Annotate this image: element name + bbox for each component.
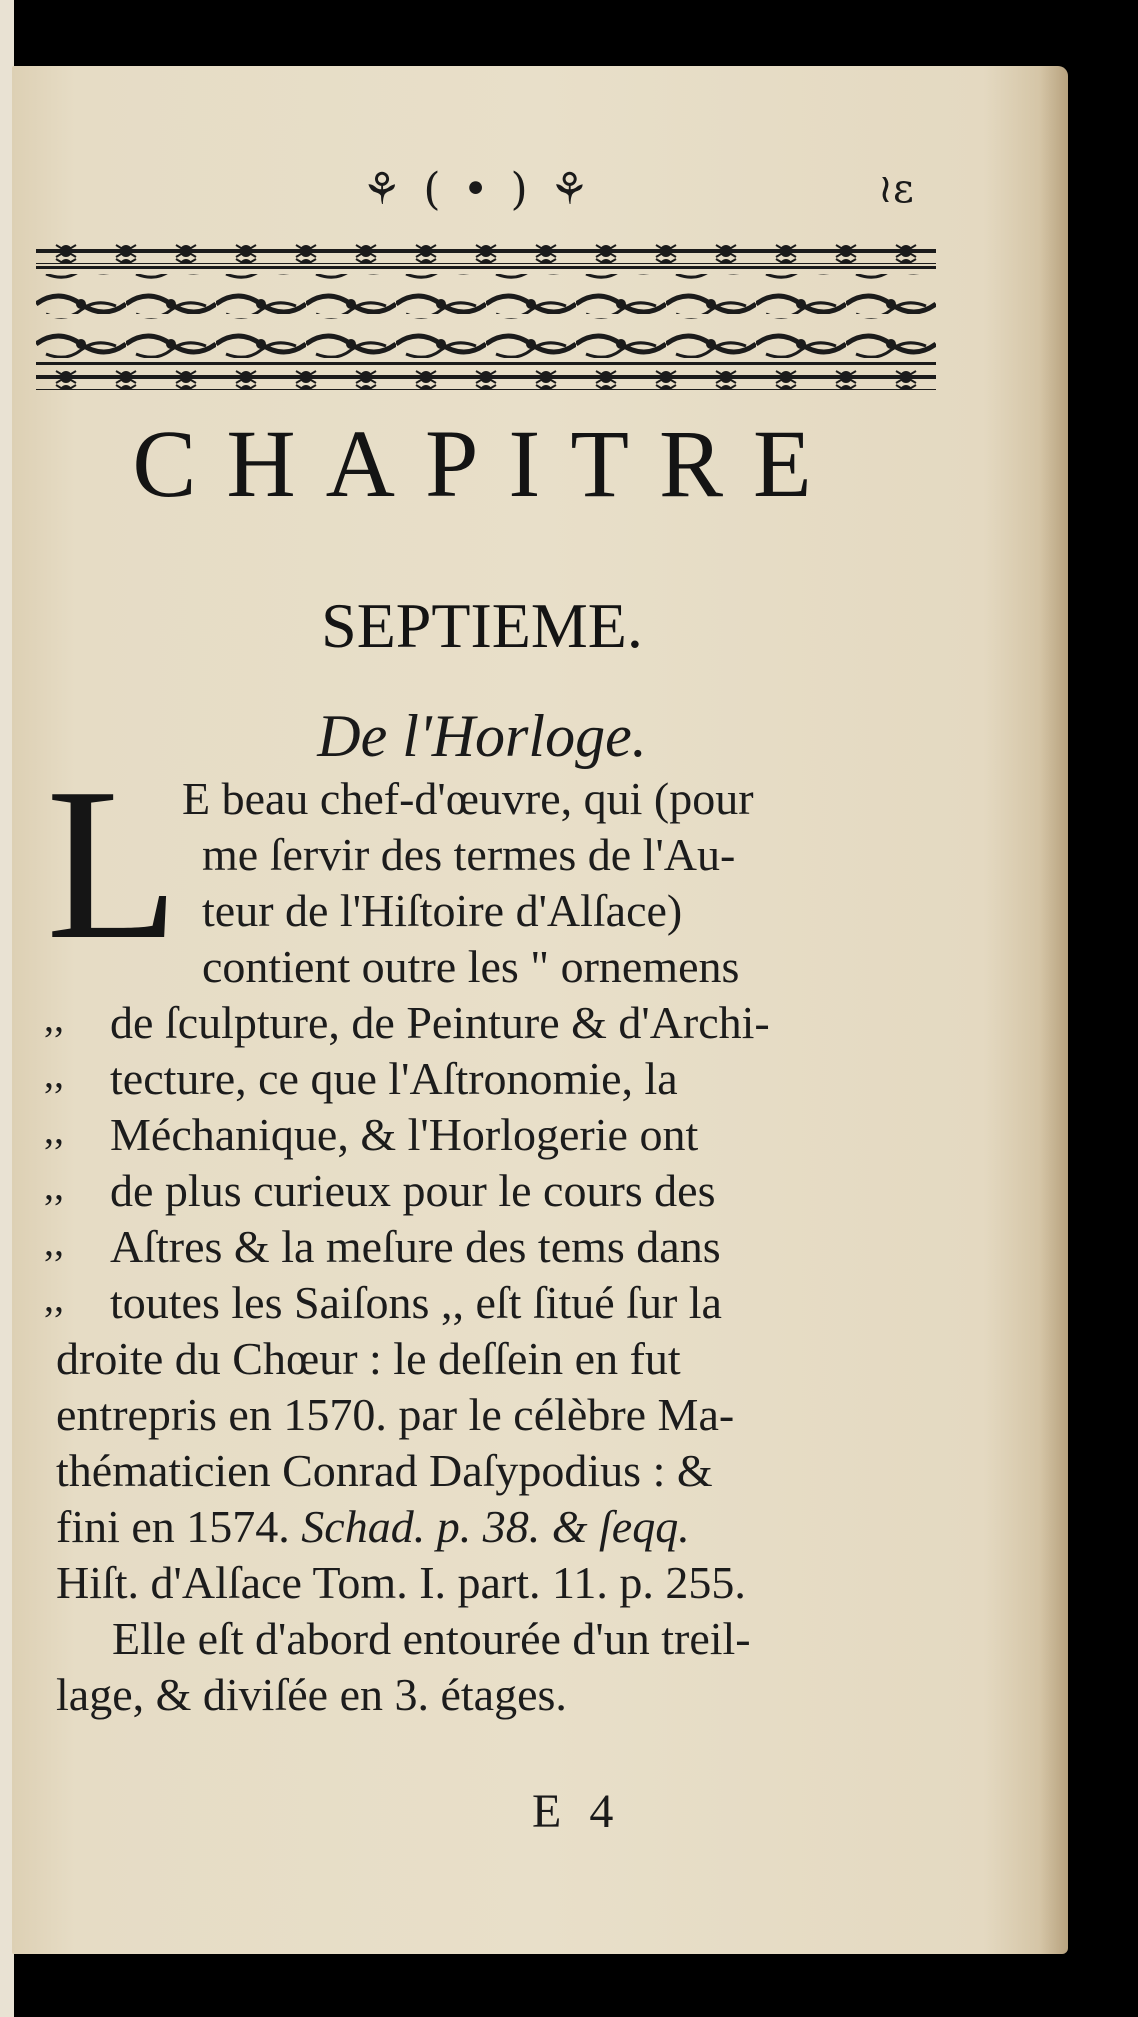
text-line-4: contient outre les " ornemens <box>202 941 740 992</box>
running-head <box>12 164 1068 224</box>
text-line-8: de plus curieux pour le cours des <box>110 1165 716 1216</box>
page-edge-shadow <box>1040 66 1068 1954</box>
quote-mark: ,, <box>44 1107 64 1152</box>
text-line-10: toutes les Saiſons ,, eſt ſitué ſur la <box>110 1277 722 1328</box>
text-line-15: Hiſt. d'Alſace Tom. I. part. 11. p. 255. <box>56 1557 746 1608</box>
book-page <box>12 66 1068 1954</box>
citation: Schad. p. 38. & ſeqq. <box>301 1501 690 1552</box>
text-line-14 <box>56 1501 690 1552</box>
quote-mark: ,, <box>44 1163 64 1208</box>
drop-cap: L <box>46 744 180 985</box>
text-line-5: de ſculpture, de Peinture & d'Archi- <box>110 997 770 1048</box>
quote-mark: ,, <box>44 1275 64 1320</box>
text-line-1: E beau chef-d'œuvre, qui (pour <box>182 773 754 824</box>
text-line-9: Aſtres & la meſure des tems dans <box>110 1221 721 1272</box>
text-line-7: Méchanique, & l'Horlogerie ont <box>110 1109 699 1160</box>
text-line-16: Elle eſt d'abord entourée d'un treil- <box>112 1613 751 1664</box>
chapter-title: CHAPITRE <box>132 410 842 517</box>
text-line-11: droite du Chœur : le deſſein en fut <box>56 1333 681 1384</box>
signature-mark: E 4 <box>532 1785 622 1838</box>
text-line-14-main: fini en 1574. <box>56 1501 302 1552</box>
quote-mark: ,, <box>44 995 64 1040</box>
chapter-number: SEPTIEME. <box>321 590 643 661</box>
text-line-13: thématicien Conrad Daſypodius : & <box>56 1445 713 1496</box>
text-line-6: tecture, ce que l'Aſtronomie, la <box>110 1053 678 1104</box>
text-line-3: teur de l'Hiſtoire d'Alſace) <box>202 885 683 936</box>
page-number: ≀ε <box>878 166 914 212</box>
chapter-subtitle: De l'Horloge. <box>317 703 647 769</box>
text-line-17: lage, & diviſée en 3. étages. <box>56 1669 567 1720</box>
text-line-2: me ſervir des termes de l'Au- <box>202 829 736 880</box>
text-line-12: entrepris en 1570. par le célèbre Ma- <box>56 1389 735 1440</box>
decorative-headpiece <box>36 244 936 394</box>
quote-mark: ,, <box>44 1219 64 1264</box>
quote-mark: ,, <box>44 1051 64 1096</box>
running-head-ornament: ⚘ ( • ) ⚘ <box>362 164 594 215</box>
